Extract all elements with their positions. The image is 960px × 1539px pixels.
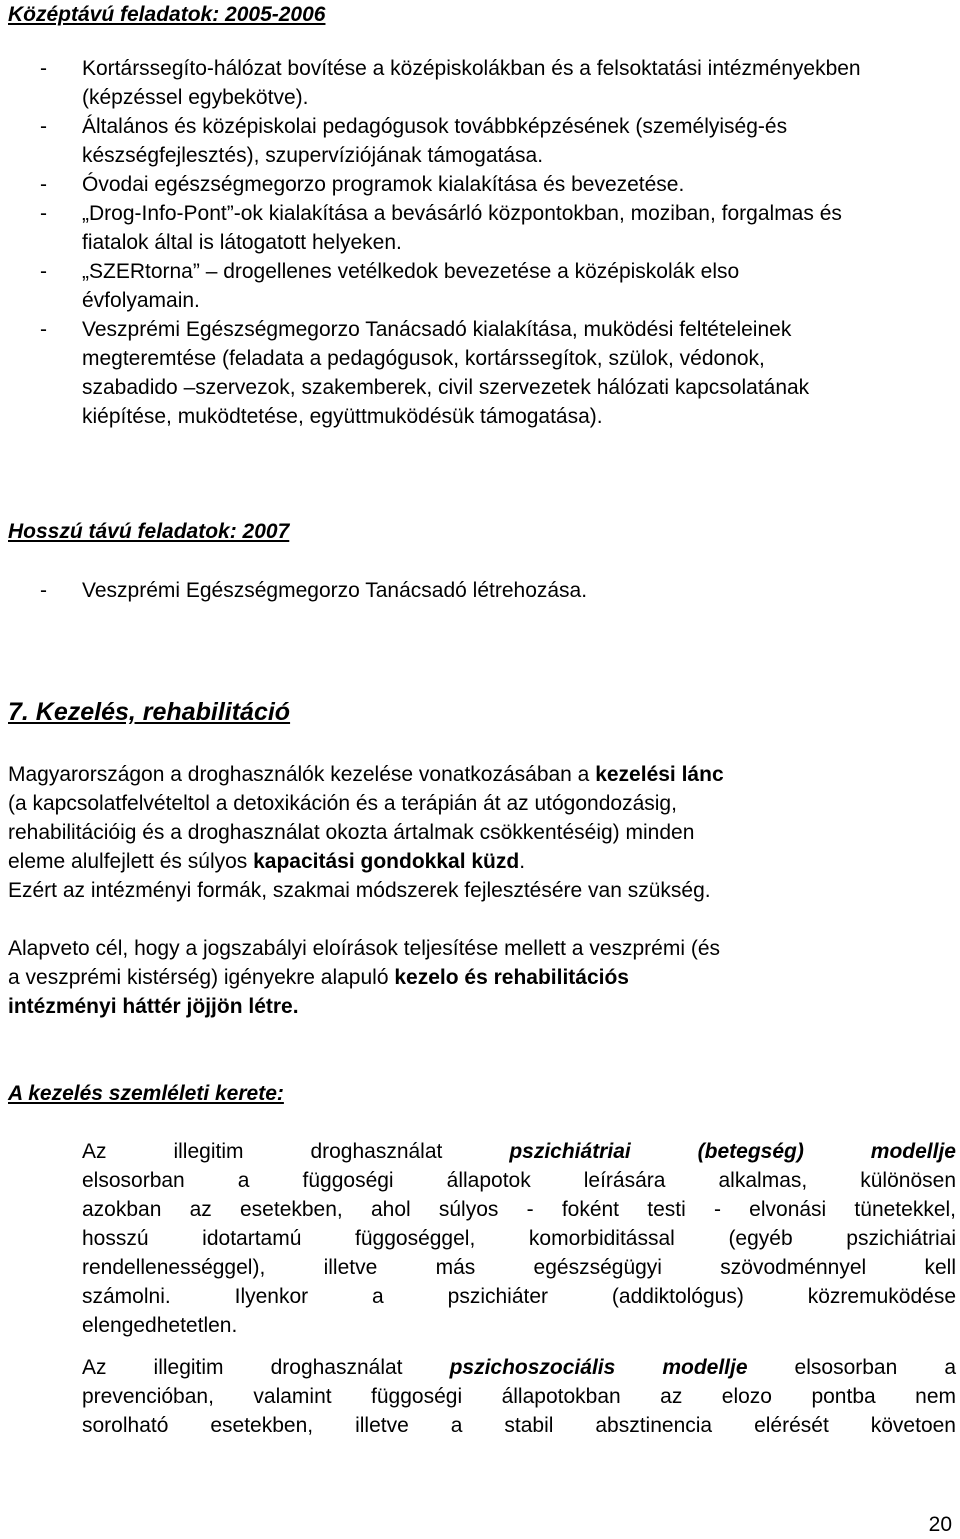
page-number: 20 (928, 1513, 952, 1536)
mid-term-task-list (0, 54, 862, 431)
list-item (0, 257, 862, 315)
text-line: Ezért az intézményi formák, szakmai módszerek fejlesztésére van szükség. (8, 879, 711, 902)
list-item (0, 315, 862, 431)
text-run: a veszprémi kistérség) igényekre alapuló (8, 966, 395, 989)
list-item-text: Óvodai egészségmegorzo programok kialakítása és bevezetése. (82, 173, 685, 196)
list-dash: - (40, 579, 47, 602)
list-item (0, 54, 862, 112)
list-item-text: „SZERtorna” – drogellenes vetélkedok bevezetése a középiskolák elso évfolyamain. (82, 260, 740, 312)
chapter-heading: 7. Kezelés, rehabilitáció (8, 698, 291, 726)
bold-italic-run: pszichiátriai (betegség) modellje (509, 1140, 956, 1163)
text-line: elengedhetetlen. (82, 1314, 238, 1337)
treatment-paragraph-2 (8, 934, 948, 1021)
list-item-text: Veszprémi Egészségmegorzo Tanácsadó kialakítása, muködési feltételeinek megteremtése (feladata a pedagógusok, kortárssegítok, szülok, védonok, szabadido –szervezok, szakemberek, civil szervezetek hálózati kapcsolatának kiépítése, muködtetése, együttmuködésük támogatása). (82, 318, 810, 428)
list-item-text: „Drog-Info-Pont”-ok kialakítása a bevásárló központokban, moziban, forgalmas és fiatalok által is látogatott helyeken. (82, 202, 842, 254)
list-dash: - (40, 202, 47, 225)
section-heading-mid-term: Középtávú feladatok: 2005-2006 (8, 3, 326, 26)
text-run: . (519, 850, 526, 873)
text-line (8, 760, 948, 789)
text-line: prevencióban, valamint függoségi állapotokban az elozo pontba nem (82, 1385, 956, 1408)
list-dash: - (40, 57, 47, 80)
bold-italic-run: pszichoszociális modellje (449, 1356, 748, 1379)
text-line: rehabilitációig és a droghasználat okozta ártalmak csökkentéséig) minden (8, 821, 695, 844)
list-item-text: Általános és középiskolai pedagógusok továbbképzésének (személyiség-és készségfejlesztés), szupervíziójának támogatása. (82, 115, 788, 167)
text-line: hosszú idotartamú függoséggel, komorbiditással (egyéb pszichiátriai (82, 1227, 956, 1250)
list-item-text: Kortárssegíto-hálózat bovítése a középiskolákban és a felsoktatási intézményekben (képzéssel egybekötve). (82, 57, 861, 109)
text-line (8, 963, 948, 992)
text-line (8, 847, 948, 876)
text-line: rendellenességgel), illetve más egészségügyi szövodménnyel kell (82, 1256, 956, 1279)
text-run: elsosorban a (747, 1356, 956, 1379)
treatment-paragraph-1 (8, 760, 948, 905)
text-run: eleme alulfejlett és súlyos (8, 850, 254, 873)
text-run: Magyarországon a droghasználók kezelése vonatkozásában a (8, 763, 596, 786)
text-line: elsosorban a függoségi állapotok leírására alkalmas, különösen (82, 1169, 956, 1192)
long-term-task-list (0, 576, 862, 605)
list-item (0, 576, 862, 605)
text-line: intézményi háttér jöjjön létre. (8, 995, 299, 1018)
list-item (0, 112, 862, 170)
text-line (82, 1137, 956, 1166)
text-line: Alapveto cél, hogy a jogszabályi eloírások teljesítése mellett a veszprémi (és (8, 937, 721, 960)
list-item-text: Veszprémi Egészségmegorzo Tanácsadó létrehozása. (82, 579, 588, 602)
bold-run: kapacitási gondokkal küzd (253, 850, 520, 873)
section-heading-framework: A kezelés szemléleti kerete: (8, 1082, 284, 1105)
text-run: Az illegitim droghasználat (82, 1356, 450, 1379)
bold-run: kezelo és rehabilitációs (394, 966, 629, 989)
framework-paragraph-2 (82, 1353, 956, 1440)
list-item (0, 199, 862, 257)
list-dash: - (40, 115, 47, 138)
list-dash: - (40, 318, 47, 341)
section-heading-long-term: Hosszú távú feladatok: 2007 (8, 520, 290, 543)
text-line: (a kapcsolatfelvételtol a detoxikáción és a terápián át az utógondozásig, (8, 792, 677, 815)
bold-run: kezelési lánc (595, 763, 724, 786)
framework-paragraph-1 (82, 1137, 956, 1340)
text-line: azokban az esetekben, ahol súlyos - foként testi - elvonási tünetekkel, (82, 1198, 956, 1221)
list-dash: - (40, 173, 47, 196)
text-line: sorolható esetekben, illetve a stabil absztinencia elérését követoen (82, 1414, 956, 1437)
text-line (82, 1353, 956, 1382)
list-dash: - (40, 260, 47, 283)
text-run: Az illegitim droghasználat (82, 1140, 510, 1163)
list-item (0, 170, 862, 199)
text-line: számolni. Ilyenkor a pszichiáter (addiktológus) közremuködése (82, 1285, 956, 1308)
